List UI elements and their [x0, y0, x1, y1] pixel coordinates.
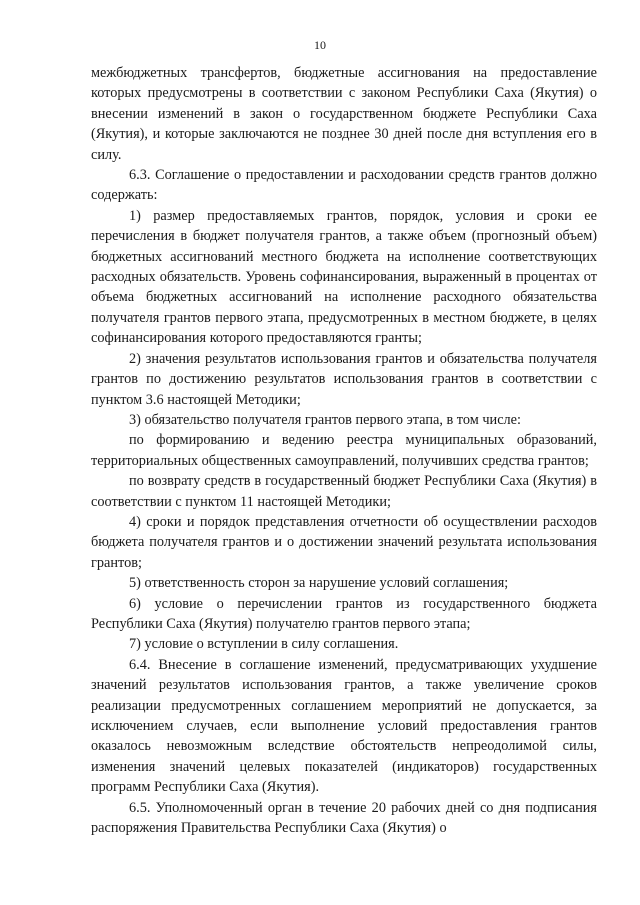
- paragraph-6-5: 6.5. Уполномоченный орган в течение 20 рабочих дней со дня подписания распоряжения Правительства Республики Саха (Якутия) о: [91, 799, 597, 837]
- list-item-2: 2) значения результатов использования грантов и обязательства получателя грантов по достижению результатов использования грантов в соответствии с пунктом 3.6 настоящей Методики;: [91, 350, 597, 408]
- list-item-5: 5) ответственность сторон за нарушение условий соглашения;: [129, 575, 509, 592]
- list-item-3-sub-2: по возврату средств в государственный бюджет Республики Саха (Якутия) в соответствии с пунктом 11 настоящей Методики;: [91, 473, 597, 510]
- list-item-4: 4) сроки и порядок представления отчетности об осуществлении расходов бюджета получателя грантов и о достижении значений результата использования грантов;: [91, 513, 597, 571]
- list-item-1: 1) размер предоставляемых грантов, порядок, условия и сроки ее перечисления в бюджет получателя грантов, а также объем (прогнозный объем) бюджетных ассигнований местного бюджета на исполнение соответствующих расходных обязательств. Уровень софинансирования, выраженный в процентах от объема бюджетных ассигнований на исполнение расходного обязательства получателя грантов первого этапа, предусмотренных в местном бюджете, в целях софинансирования которого предоставляются гранты;: [91, 207, 597, 347]
- page-number: 10: [314, 38, 326, 52]
- list-item-6: 6) условие о перечислении грантов из государственного бюджета Республики Саха (Якутия) получателю грантов первого этапа;: [91, 595, 597, 632]
- list-item-7: 7) условие о вступлении в силу соглашения.: [129, 636, 399, 653]
- list-item-3: 3) обязательство получателя грантов первого этапа, в том числе:: [129, 411, 522, 428]
- paragraph-6-3: 6.3. Соглашение о предоставлении и расходовании средств грантов должно содержать:: [91, 167, 597, 204]
- paragraph-6-4: 6.4. Внесение в соглашение изменений, предусматривающих ухудшение значений результатов использования грантов, а также увеличение сроков реализации предусмотренных соглашением мероприятий не допускается, за исключением случаев, если выполнение условий предоставления грантов оказалось невозможным вследствие обстоятельств непреодолимой силы, изменения значений целевых показателей (индикаторов) государственных программ Республики Саха (Якутия).: [91, 656, 597, 796]
- list-item-3-sub-1: по формированию и ведению реестра муниципальных образований, территориальных общественных самоуправлений, получивших средства грантов;: [91, 432, 597, 469]
- paragraph-continuation: межбюджетных трансфертов, бюджетные ассигнования на предоставление которых предусмотрены в соответствии с законом Республики Саха (Якутия) о внесении изменений в закон о государственном бюджете Республики Саха (Якутия), и которые заключаются не позднее 30 дней после дня вступления его в силу.: [91, 65, 597, 163]
- document-body: [91, 63, 597, 838]
